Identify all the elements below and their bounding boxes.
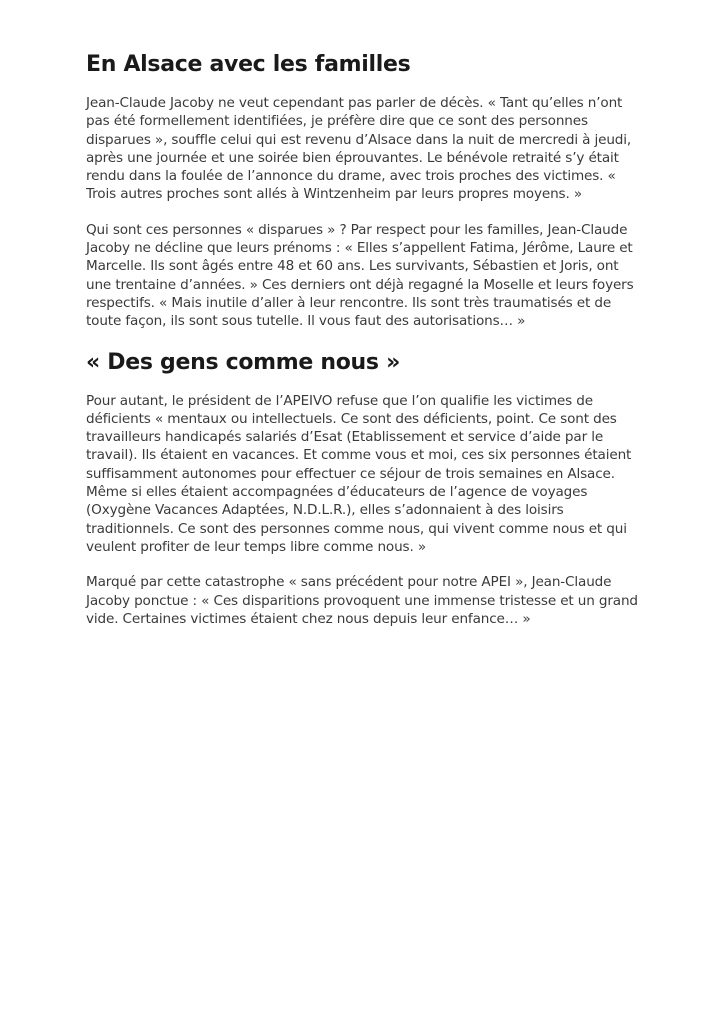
section-heading-des-gens: « Des gens comme nous »	[86, 349, 400, 375]
paragraph-alsace-1: Jean-Claude Jacoby ne veut cependant pas parler de décès. « Tant qu’elles n’ont pas été formellement identifiées, je préfère dire que ce sont des personnes disparues », souffle celui qui est revenu d’Alsace dans la nuit de mercredi à jeudi, après une journée et une soirée bien éprouvantes. Le bénévole retraité s’y était rendu dans la foulée de l’annonce du drame, avec trois proches des victimes. « Trois autres proches sont allés à Wintzenheim par leurs propres moyens. »	[86, 95, 632, 203]
paragraph-des-gens-2: Marqué par cette catastrophe « sans précédent pour notre APEI », Jean-Claude Jacoby ponctue : « Ces disparitions provoquent une immense tristesse et un grand vide. Certaines victimes étaient chez nous depuis leur enfance… »	[86, 574, 638, 627]
paragraph-alsace-2: Qui sont ces personnes « disparues » ? Par respect pour les familles, Jean-Claude Jacoby ne décline que leurs prénoms : « Elles s’appellent Fatima, Jérôme, Laure et Marcelle. Ils sont âgés entre 48 et 60 ans. Les survivants, Sébastien et Joris, ont une trentaine d’années. » Ces derniers ont déjà regagné la Moselle et leurs foyers respectifs. « Mais inutile d’aller à leur rencontre. Ils sont très traumatisés et de toute façon, ils sont sous tutelle. Il vous faut des autorisations… »	[86, 221, 634, 330]
section-heading-alsace: En Alsace avec les familles	[86, 52, 411, 77]
article-body	[86, 50, 646, 645]
paragraph-des-gens-1: Pour autant, le président de l’APEIVO refuse que l’on qualifie les victimes de déficients « mentaux ou intellectuels. Ce sont des déficients, point. Ce sont des travailleurs handicapés salariés d’Esat (Etablissement et service d’aide par le travail). Ils étaient en vacances. Et comme vous et moi, ces six personnes étaient suffisamment autonomes pour effectuer ce séjour de trois semaines en Alsace. Même si elles étaient accompagnées d’éducateurs de l’agence de voyages (Oxygène Vacances Adaptées, N.D.L.R.), elles s’adonnaient à des loisirs traditionnels. Ce sont des personnes comme nous, qui vivent comme nous et qui veulent profiter de leur temps libre comme nous. »	[86, 392, 632, 555]
